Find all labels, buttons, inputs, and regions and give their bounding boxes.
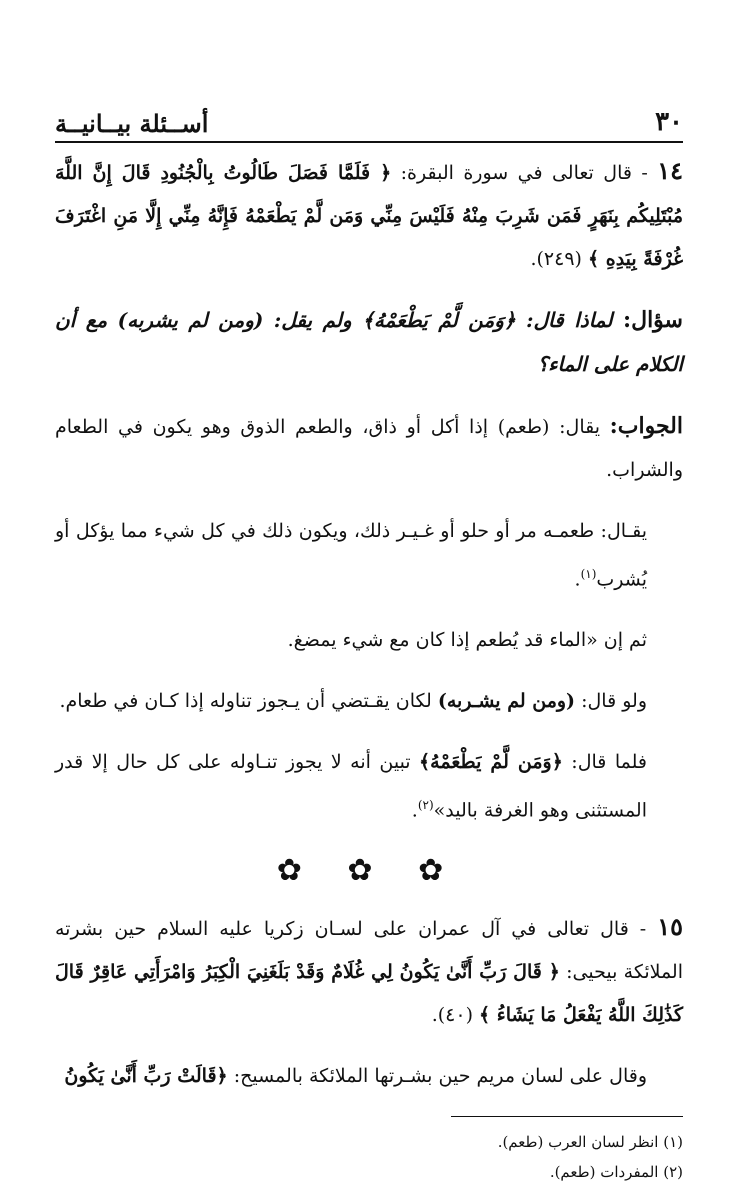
question-label: سؤال: bbox=[622, 307, 683, 333]
answer-text: يقال: (طعم) إذا أكل أو ذاق، والطعم الذوق وهو يكون في الطعام والشراب. bbox=[55, 416, 683, 481]
paragraph-start: ولو قال: bbox=[575, 690, 647, 713]
paragraph-taste bbox=[55, 510, 683, 601]
footnote-ref: (٢) bbox=[417, 798, 434, 813]
paragraph-if-said bbox=[55, 680, 683, 723]
quran-verse: ﴿قَالَتْ رَبِّ أَنَّىٰ يَكُونُ bbox=[64, 1064, 228, 1087]
item-15-paragraph bbox=[55, 905, 683, 1037]
paragraph-start: فلما قال: bbox=[562, 751, 647, 774]
quran-verse: ﴿ قَالَ رَبِّ أَنَّىٰ يَكُونُ لِي غُلَامٌ وَقَدْ بَلَغَنِيَ الْكِبَرُ وَامْرَأَتِي عَاقِرٌ قَالَ كَذَٰلِكَ اللَّهُ يَفْعَلُ مَا يَشَاءُ ﴾ bbox=[55, 960, 683, 1026]
footnote-ref: (١) bbox=[580, 567, 597, 581]
page-content bbox=[55, 143, 683, 1187]
paragraph-end: لكان يقـتضي أن يـجوز تناوله إذا كـان في طعام. bbox=[59, 690, 438, 713]
paragraph-text: وقال على لسان مريم حين بشـرتها الملائكة بالمسيح: bbox=[227, 1064, 647, 1087]
item-number: ١٤ bbox=[657, 156, 683, 185]
item-intro: - قال تعالى في سورة البقرة: bbox=[391, 162, 658, 184]
quran-verse: ﴿ فَلَمَّا فَصَلَ طَالُوتُ بِالْجُنُودِ قَالَ إِنَّ اللَّهَ مُبْتَلِيكُم بِنَهَرٍ فَمَن شَرِبَ مِنْهُ فَلَيْسَ مِنِّي وَمَن لَّمْ يَطْعَمْهُ فَإِنَّهُ مِنِّي إِلَّا مَنِ اغْتَرَفَ غُرْفَةً بِيَدِهِ ﴾ bbox=[55, 162, 683, 270]
verse-reference: (٢٤٩). bbox=[530, 248, 588, 270]
question-text: لماذا قال: ﴿وَمَن لَّمْ يَطْعَمْهُ﴾ ولم يقل: (ومن لم يشربه) مع أن الكلام على الماء؟ bbox=[55, 308, 683, 376]
book-page bbox=[55, 105, 683, 1181]
question-paragraph bbox=[55, 299, 683, 387]
footnote-1: (١) انظر لسان العرب (طعم). bbox=[497, 1132, 683, 1151]
page-number: ٣٠ bbox=[655, 107, 683, 137]
paragraph-end: . bbox=[411, 799, 418, 822]
paragraph-end: . bbox=[574, 568, 581, 591]
verse-reference: (٤٠). bbox=[431, 1003, 480, 1026]
paragraph-bold: (ومن لم يشـربه) bbox=[437, 690, 576, 713]
paragraph-water bbox=[55, 619, 683, 662]
answer-label: الجواب: bbox=[609, 413, 683, 439]
paragraph-text: ثم إن «الماء قد يُطعم إذا كان مع شيء يمضغ. bbox=[287, 629, 647, 652]
item-number: ١٥ bbox=[657, 911, 683, 941]
paragraph-maryam bbox=[55, 1055, 683, 1098]
running-title: أســئلة بيــانيــة bbox=[55, 109, 209, 138]
paragraph-text: يقـال: طعمـه مر أو حلو أو غـيـر ذلك، ويكون ذلك في كل شيء مما يؤكل أو يُشرب bbox=[55, 520, 647, 591]
paragraph-conclusion bbox=[55, 741, 683, 832]
quran-verse: ﴿وَمَن لَّمْ يَطْعَمْهُ﴾ bbox=[419, 751, 563, 774]
footnote-divider bbox=[451, 1116, 683, 1117]
page-header bbox=[55, 105, 683, 143]
footnote-2: (٢) المفردات (طعم). bbox=[549, 1162, 683, 1181]
answer-paragraph bbox=[55, 405, 683, 492]
item-intro: - قال تعالى في آل عمران على لسـان زكريا عليه السلام حين بشرته الملائكة بيحيى: bbox=[55, 917, 683, 983]
section-ornament: ✿ ✿ ✿ bbox=[276, 852, 462, 888]
paragraph-text: تبين أنه لا يجوز تنـاوله على كل حال إلا قدر المستثنى وهو الغرفة باليد» bbox=[55, 751, 647, 822]
item-14-paragraph bbox=[55, 149, 683, 281]
